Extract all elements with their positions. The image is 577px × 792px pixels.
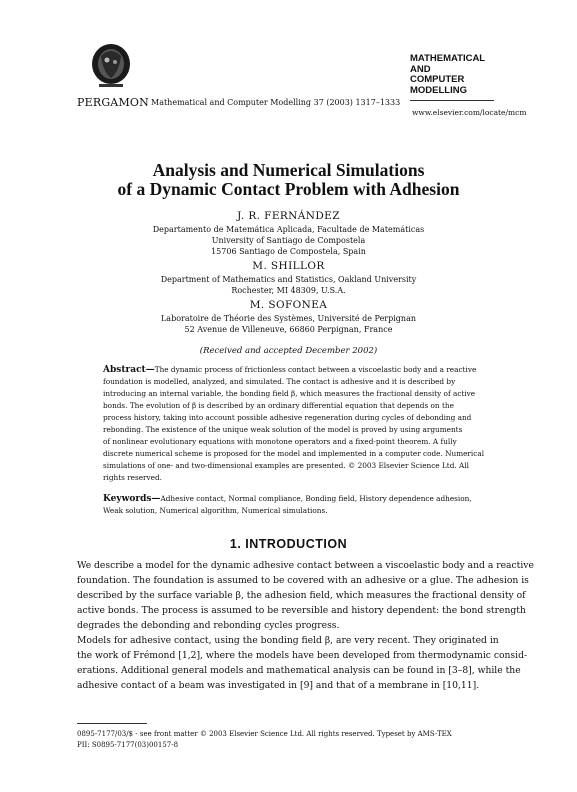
author-affiliation: Rochester, MI 48309, U.S.A.: [231, 286, 346, 295]
journal-citation: Mathematical and Computer Modelling 37 (2003) 1317–1333: [151, 98, 401, 107]
abstract-line: bonds. The evolution of β is described by an ordinary differential equation that depends on the: [103, 401, 454, 410]
section-heading: 1. INTRODUCTION: [229, 537, 348, 551]
author-affiliation: 52 Avenue de Villeneuve, 66860 Perpignan, France: [184, 325, 393, 334]
abstract-line: simulations of one- and two-dimensional examples are presented. © 2003 Elsevier Science Ltd. All: [103, 461, 469, 470]
copyright-line: 0895-7177/03/$ - see front matter © 2003 Elsevier Science Ltd. All rights reserved. Typeset by AMS-TEX: [77, 730, 452, 738]
body-line: We describe a model for the dynamic adhesive contact between a viscoelastic body and a reactive: [77, 560, 534, 571]
journal-title-line: MATHEMATICAL: [410, 53, 486, 64]
journal-title-line: COMPUTER: [410, 74, 465, 85]
journal-title: [410, 54, 485, 96]
publisher-name: PERGAMON: [77, 96, 149, 109]
body-line: the work of Frémond [1,2], where the models have been developed from thermodynamic consid-: [77, 650, 528, 661]
journal-rule: [410, 100, 494, 101]
abstract-first-line: [103, 365, 476, 375]
keywords-line: Adhesive contact, Normal compliance, Bonding field, History dependence adhesion,: [160, 494, 472, 503]
author-name: M. SHILLOR: [252, 260, 325, 272]
publisher-logo: [89, 42, 133, 94]
abstract-line: of nonlinear evolutionary equations with monotone operators and a fixed-point theorem. A fully: [103, 437, 457, 446]
keywords-first-line: [103, 494, 472, 504]
paper-title-line-1: Analysis and Numerical Simulations: [152, 160, 425, 180]
author-affiliation: University of Santiago de Compostela: [211, 236, 366, 245]
body-line: described by the surface variable β, the adhesion field, which measures the fractional density of: [77, 590, 526, 601]
author-affiliation: Departamento de Matemática Aplicada, Facultade de Matemáticas: [152, 225, 425, 234]
body-line: Models for adhesive contact, using the bonding field β, are very recent. They originated in: [77, 635, 499, 646]
keywords-heading: Keywords—: [103, 494, 161, 504]
abstract-line: The dynamic process of frictionless contact between a viscoelastic body and a reactive: [154, 365, 477, 374]
keywords-line: Weak solution, Numerical algorithm, Numerical simulations.: [103, 506, 328, 515]
author-name: M. SOFONEA: [249, 299, 328, 311]
abstract-heading: Abstract—: [103, 365, 155, 375]
footnote-rule: [77, 723, 147, 724]
abstract-line: rights reserved.: [103, 473, 162, 482]
body-line: erations. Additional general models and mathematical analysis can be found in [3–8], while the: [77, 665, 521, 676]
author-name: J. R. FERNÁNDEZ: [237, 210, 340, 222]
journal-website[interactable]: www.elsevier.com/locate/mcm: [412, 108, 527, 117]
body-line: adhesive contact of a beam was investigated in [9] and that of a membrane in [10,11].: [77, 680, 480, 691]
body-line: degrades the debonding and rebonding cycles progress.: [77, 620, 340, 631]
body-line: foundation. The foundation is assumed to be covered with an adhesive or a glue. The adhesion is: [77, 575, 529, 586]
author-affiliation: Laboratoire de Théorie des Systèmes, Université de Perpignan: [160, 314, 416, 323]
author-affiliation: 15706 Santiago de Compostela, Spain: [211, 247, 366, 256]
abstract-line: discrete numerical scheme is proposed for the model and implemented in a computer code. Numerical: [103, 449, 485, 458]
abstract-line: rebonding. The existence of the unique weak solution of the model is proved by using arguments: [103, 425, 463, 434]
pii-line: PII: S0895-7177(03)00157-8: [77, 741, 179, 749]
journal-title-line: MODELLING: [410, 84, 467, 96]
abstract-line: foundation is modelled, analyzed, and simulated. The contact is adhesive and it is described by: [103, 377, 456, 386]
received-date: (Received and accepted December 2002): [199, 346, 378, 356]
journal-title-line: AND: [410, 63, 431, 75]
abstract-line: introducing an internal variable, the bonding field β, which measures the fractional density of active: [103, 389, 476, 398]
author-affiliation: Department of Mathematics and Statistics, Oakland University: [160, 275, 417, 284]
body-line: active bonds. The process is assumed to be reversible and history dependent: the bond strength: [77, 605, 526, 616]
paper-title-line-2: of a Dynamic Contact Problem with Adhesion: [117, 179, 460, 199]
abstract-line: process history, taking into account possible adhesive regeneration during cycles of debonding and: [103, 413, 472, 422]
